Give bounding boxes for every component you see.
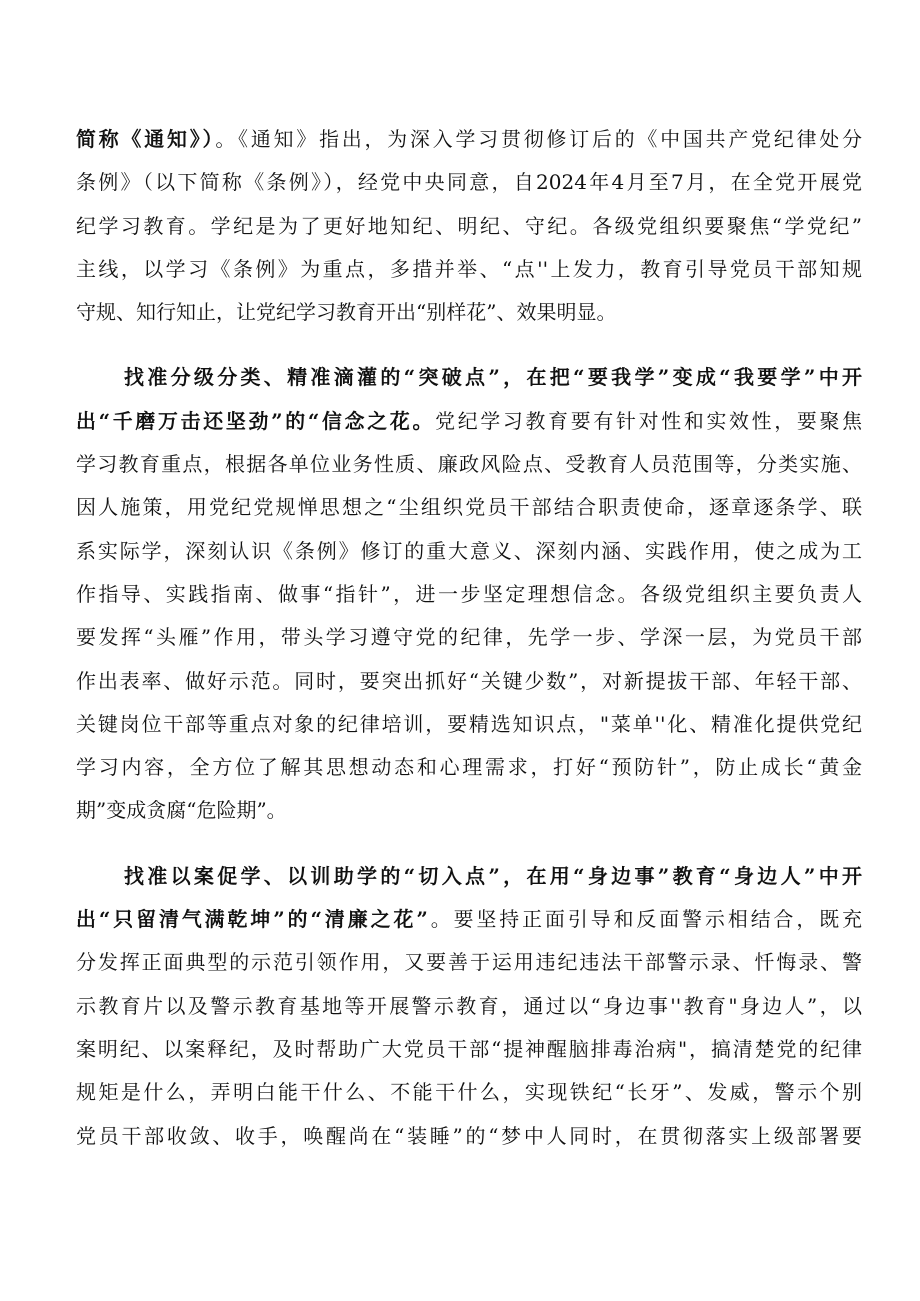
text-run: 要发挥“头雁”作用，带头学习遵守党的纪律，先学一步、学深一层，为党员干部 <box>76 625 862 650</box>
text-line <box>76 941 862 984</box>
text-run: 。要坚持正面引导和反面警示相结合，既充 <box>427 908 862 932</box>
text-run: 案明纪、以案释纪，及时帮助广大党员干部“提神醒脑排毒治病"，搞清楚党的纪律 <box>76 1036 862 1061</box>
text-line <box>76 985 862 1028</box>
text-line <box>76 205 862 248</box>
text-run: 示教育片以及警示教育基地等开展警示教育，通过以“身边事''教育"身边人”，以 <box>76 993 862 1018</box>
text-run: 主线，以学习《条例》为重点，多措并举、“点''上发力，教育引导党员干部知规 <box>76 256 862 281</box>
bold-run: 出“只留清气满乾坤”的“清廉之花” <box>76 907 428 932</box>
text-line <box>76 855 862 898</box>
text-run: 纪学习教育。学纪是为了更好地知纪、明纪、守纪。各级党组织要聚焦“学党纪” <box>76 213 862 238</box>
text-run: 系实际学，深刻认识《条例》修订的重大意义、深刻内涵、实践作用，使之成为工 <box>76 538 862 563</box>
text-line <box>76 898 862 941</box>
text-line <box>76 660 862 703</box>
document-page <box>76 118 862 1180</box>
bold-run: 简称《通知》） <box>76 127 216 151</box>
paragraph-1 <box>76 118 862 334</box>
text-line <box>76 573 862 616</box>
paragraph-3 <box>76 855 862 1158</box>
text-run: 作指导、实践指南、做事“指针”，进一步坚定理想信念。各级党组织主要负责人 <box>76 581 862 606</box>
text-run: 学习教育重点，根据各单位业务性质、廉政风险点、受教育人员范围等，分类实施、 <box>76 452 862 477</box>
text-line <box>76 1115 862 1158</box>
text-line <box>76 1071 862 1114</box>
text-run: 学习内容，全方位了解其思想动态和心理需求，打好“预防针”，防止成长“黄金 <box>76 755 862 780</box>
text-line <box>76 118 862 161</box>
text-run: 条例》（以下简称《条例》），经党中央同意，自2024年4月至7月，在全党开展党 <box>76 170 862 195</box>
text-line <box>76 530 862 573</box>
text-line <box>76 161 862 204</box>
text-line <box>76 400 862 443</box>
bold-run: 出“千磨万击还坚劲”的“信念之花。 <box>76 408 436 433</box>
text-run: 规矩是什么，弄明白能干什么、不能干什么，实现铁纪“长牙”、发威，警示个别 <box>76 1080 862 1105</box>
text-line <box>76 703 862 746</box>
text-run: 因人施策，用党纪党规惮思想之“尘组织党员干部结合职责使命，逐章逐条学、联 <box>76 495 862 520</box>
text-run: 期”变成贪腐“危险期”。 <box>76 798 287 823</box>
text-line <box>76 356 862 399</box>
paragraph-2 <box>76 356 862 832</box>
text-line <box>76 746 862 789</box>
text-line <box>76 789 862 832</box>
bold-run: 找准分级分类、精准滴灌的“突破点”，在把“要我学”变成“我要学”中开 <box>124 365 862 390</box>
text-line <box>76 443 862 486</box>
text-line <box>76 248 862 291</box>
text-line <box>76 1028 862 1071</box>
text-run: 党员干部收敛、收手，唤醒尚在“装睡”的“梦中人同时，在贯彻落实上级部署要 <box>76 1123 862 1148</box>
text-run: 分发挥正面典型的示范引领作用，又要善于运用违纪违法干部警示录、忏悔录、警 <box>76 950 862 975</box>
text-run: 。《通知》指出，为深入学习贯彻修订后的《中国共产党纪律处分 <box>215 128 862 151</box>
text-line <box>76 486 862 529</box>
text-run: 作出表率、做好示范。同时，要突出抓好“关键少数”，对新提拔干部、年轻干部、 <box>76 668 862 693</box>
text-run: 党纪学习教育要有针对性和实效性，要聚焦 <box>435 409 862 433</box>
text-run: 关键岗位干部等重点对象的纪律培训，要精选知识点，"菜单''化、精准化提供党纪 <box>76 711 862 736</box>
bold-run: 找准以案促学、以训助学的“切入点”，在用“身边事”教育“身边人”中开 <box>124 863 862 888</box>
text-run: 守规、知行知止，让党纪学习教育开出“别样花”、效果明显。 <box>76 300 617 325</box>
text-line <box>76 291 862 334</box>
text-line <box>76 616 862 659</box>
